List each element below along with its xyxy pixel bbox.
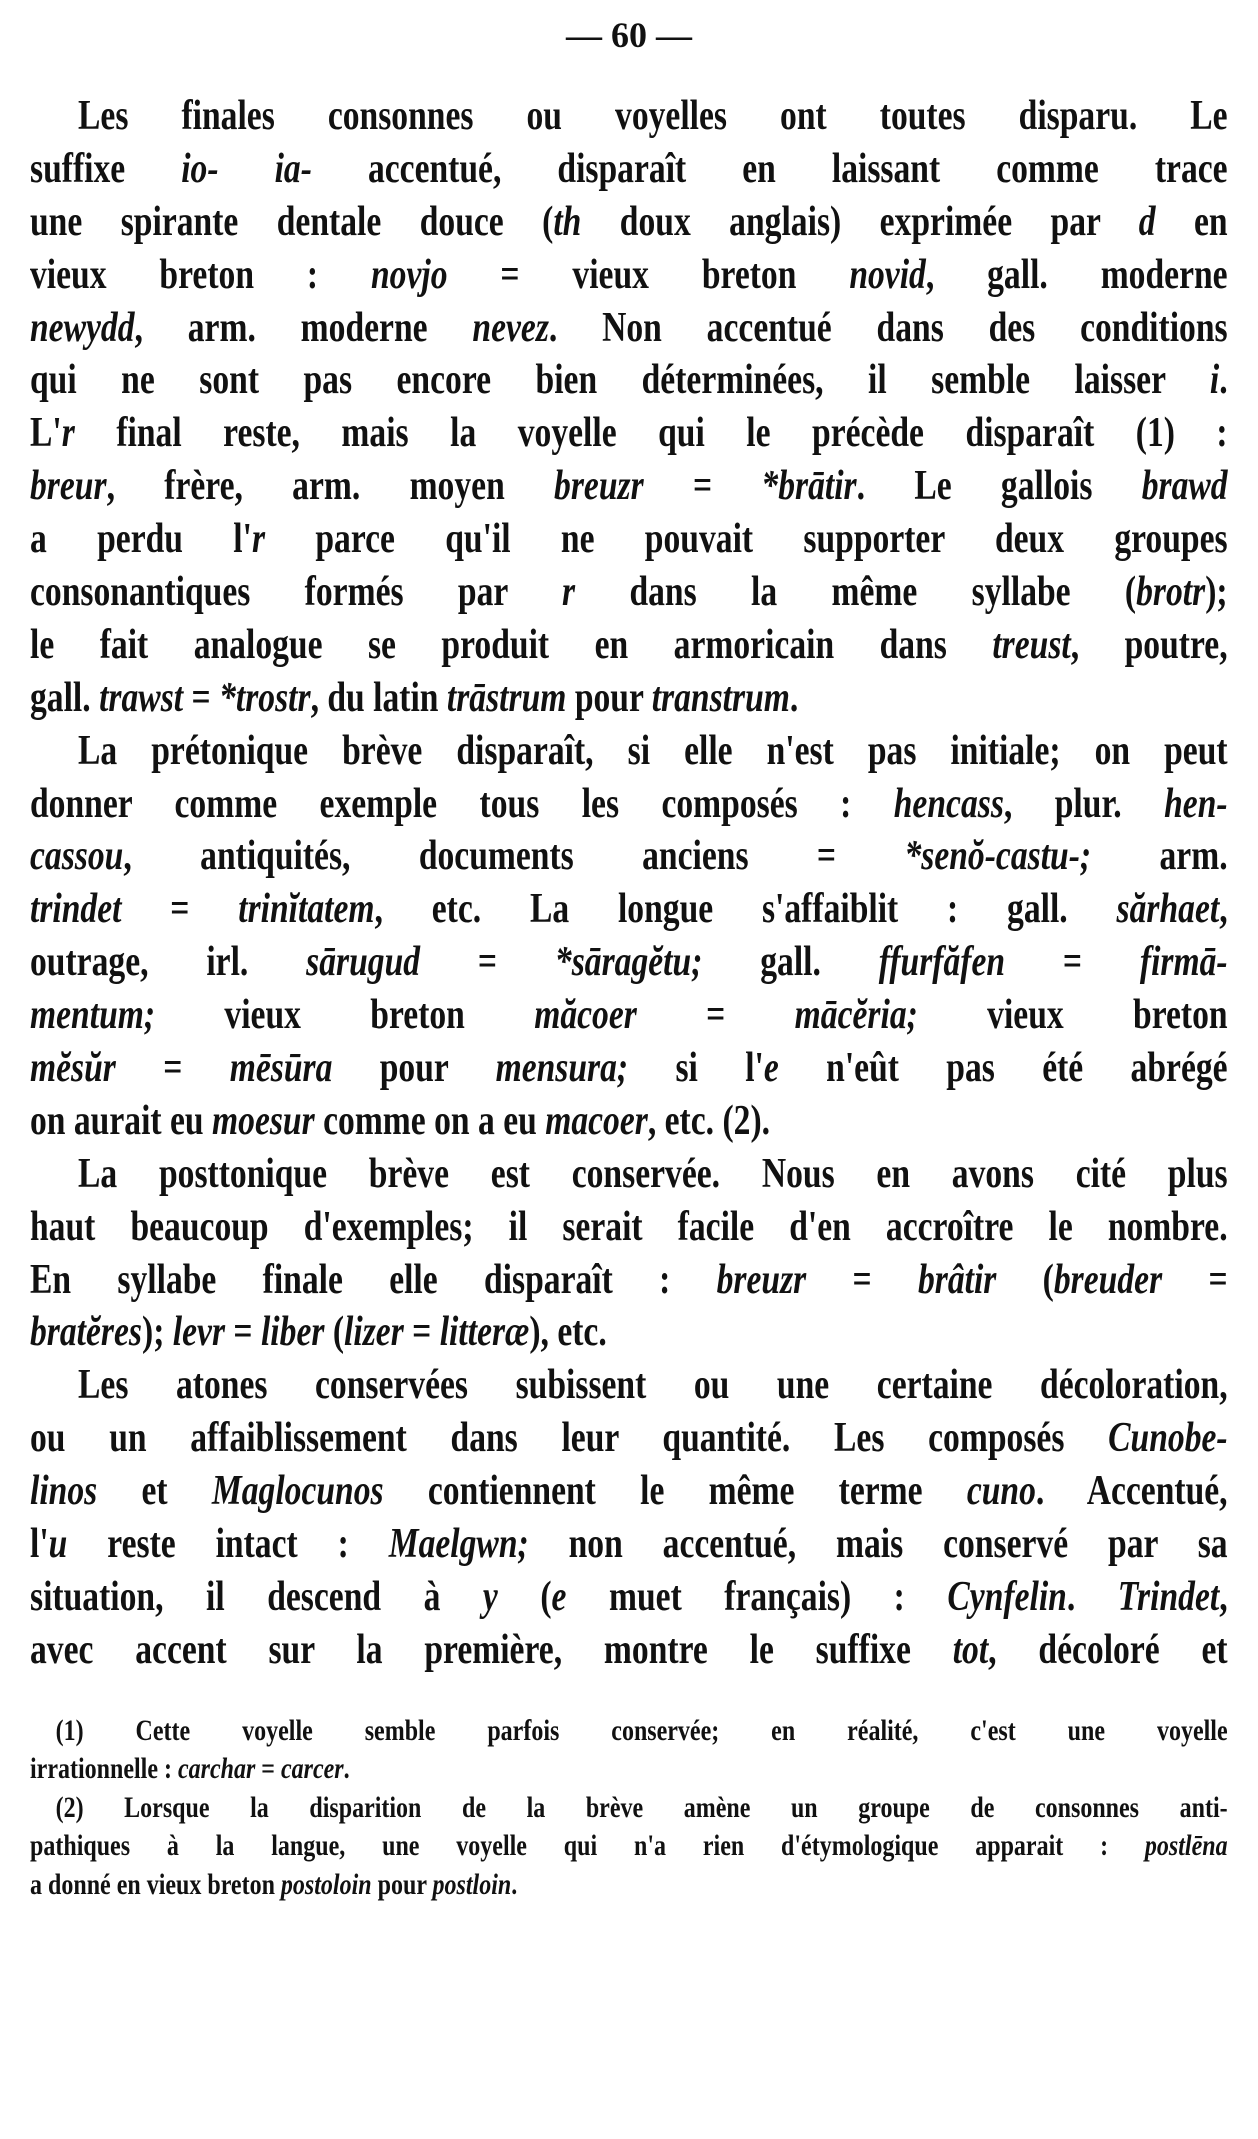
italic-term: e xyxy=(551,1573,567,1620)
text-run: = xyxy=(806,1256,918,1303)
text-run: pathiques à la langue, une voyelle qui n'a rien d'étymologique apparait : xyxy=(30,1829,1145,1863)
italic-term: *senŏ-castu-; xyxy=(904,833,1092,880)
text-run: a perdu l' xyxy=(30,516,252,563)
italic-term: breuzr xyxy=(554,463,644,510)
italic-term: brotr xyxy=(1136,569,1206,616)
footnote-line xyxy=(30,1866,1228,1904)
text-run: La posttonique brève est conservée. Nous en avons cité plus xyxy=(78,1150,1228,1197)
italic-term: mensura; xyxy=(495,1045,629,1092)
text-run: La prétonique brève disparaît, si elle n'est pas initiale; on peut xyxy=(78,727,1228,774)
footnote-line xyxy=(30,1789,1228,1827)
text-run: = xyxy=(183,674,220,721)
italic-term: th xyxy=(553,198,582,245)
italic-term: moesur xyxy=(212,1097,315,1144)
text-run: une spirante dentale douce ( xyxy=(30,198,554,245)
text-run: pour xyxy=(371,1867,433,1901)
italic-term: mācĕria; xyxy=(794,992,918,1039)
text-run: = xyxy=(636,992,795,1039)
text-line xyxy=(30,989,1228,1042)
text-line xyxy=(30,1518,1228,1571)
italic-term: r xyxy=(251,516,266,563)
text-run: , arm. moderne xyxy=(134,304,473,351)
text-line xyxy=(30,883,1228,936)
footnotes xyxy=(30,1712,1228,1904)
text-run: consonantiques formés par xyxy=(30,569,563,616)
italic-term: postoloin xyxy=(280,1867,372,1901)
italic-term: sārugud xyxy=(306,939,421,986)
italic-term: novid xyxy=(849,251,926,298)
text-line xyxy=(30,1624,1228,1677)
text-run: le fait analogue se produit en armoricain dans xyxy=(30,621,993,668)
text-run: contiennent le même terme xyxy=(383,1468,967,1515)
italic-term: breuzr xyxy=(716,1256,807,1303)
italic-term: bratĕres xyxy=(30,1309,142,1356)
text-line xyxy=(30,1306,1228,1359)
text-run: (1) Cette voyelle semble parfois conservée; en réalité, c'est une voyelle xyxy=(55,1714,1228,1747)
italic-term: d xyxy=(1138,198,1156,245)
text-run: avec accent sur la première, montre le suffixe xyxy=(30,1626,953,1673)
text-run: , du latin xyxy=(310,674,447,721)
italic-term: brawd xyxy=(1141,463,1228,510)
text-run: ( xyxy=(324,1309,345,1356)
italic-term: ffurfăfen xyxy=(878,939,1006,986)
italic-term: *brātir xyxy=(761,463,857,510)
text-run: = xyxy=(225,1309,261,1356)
text-run: , frère, arm. moyen xyxy=(106,463,555,510)
italic-term: r xyxy=(61,410,75,457)
text-run: on aurait eu xyxy=(30,1097,213,1144)
text-run: , etc. La longue s'affaiblit : gall. xyxy=(374,886,1117,933)
text-run: pour xyxy=(566,674,652,721)
italic-term: măcoer xyxy=(534,992,637,1039)
text-run: , xyxy=(1219,886,1228,933)
text-run: en xyxy=(1155,198,1228,245)
text-line xyxy=(30,513,1228,566)
text-run: ); xyxy=(142,1309,173,1356)
italic-term: Maglocunos xyxy=(211,1468,384,1515)
italic-term: breuder xyxy=(1053,1256,1163,1303)
text-run: haut beaucoup d'exemples; il serait facile d'en accroître le nombre. xyxy=(30,1203,1228,1250)
text-run: doux anglais) exprimée par xyxy=(581,198,1139,245)
italic-term: carcer xyxy=(280,1752,344,1786)
text-run: . Le gallois xyxy=(856,463,1142,510)
text-run: outrage, irl. xyxy=(30,939,307,986)
text-line xyxy=(30,1359,1228,1412)
text-run: . xyxy=(1219,357,1228,404)
italic-term: trinĭtatem xyxy=(238,886,375,933)
italic-term: transtrum xyxy=(651,674,790,721)
text-run: si l' xyxy=(628,1045,764,1092)
text-run: ); xyxy=(1205,569,1228,616)
text-line xyxy=(30,778,1228,831)
text-run: suffixe xyxy=(30,145,182,192)
text-run: ), etc. xyxy=(529,1309,607,1356)
text-run: arm. xyxy=(1091,833,1228,880)
italic-term: carchar xyxy=(177,1752,256,1786)
text-run: (2) Lorsque la disparition de la brève amène un groupe de consonnes anti- xyxy=(55,1790,1228,1824)
text-line xyxy=(30,143,1228,196)
footnote-line xyxy=(30,1827,1228,1865)
text-run: vieux breton xyxy=(155,992,535,1039)
text-run: , etc. (2). xyxy=(647,1097,771,1144)
italic-term: trāstrum xyxy=(446,674,567,721)
text-line xyxy=(30,1095,1228,1148)
text-run: = xyxy=(403,1309,440,1356)
italic-term: Trindet xyxy=(1117,1573,1220,1620)
text-line xyxy=(30,196,1228,249)
text-run: l' xyxy=(30,1521,49,1568)
text-run: . Accentué, xyxy=(1035,1468,1228,1515)
italic-term: liber xyxy=(260,1309,325,1356)
text-run: et xyxy=(97,1468,212,1515)
italic-term: treust xyxy=(992,621,1071,668)
text-run: reste intact : xyxy=(67,1521,389,1568)
text-line xyxy=(30,1148,1228,1201)
italic-term: e xyxy=(763,1045,779,1092)
italic-term: io- ia- xyxy=(181,145,312,192)
text-run: = xyxy=(1005,939,1140,986)
text-run: . xyxy=(511,1867,518,1901)
text-line xyxy=(30,619,1228,672)
italic-term: hencass xyxy=(893,780,1004,827)
text-line xyxy=(30,830,1228,883)
text-run: pour xyxy=(332,1045,496,1092)
text-run: = vieux breton xyxy=(447,251,850,298)
text-line xyxy=(30,90,1228,143)
text-line xyxy=(30,1254,1228,1307)
italic-term: novjo xyxy=(370,251,448,298)
body-text xyxy=(30,90,1228,1677)
italic-term: tot xyxy=(952,1626,989,1673)
text-line xyxy=(30,249,1228,302)
italic-term: sărhaet xyxy=(1116,886,1220,933)
text-run: ( xyxy=(996,1256,1054,1303)
italic-term: mĕsŭr xyxy=(30,1045,116,1092)
text-run: Les finales consonnes ou voyelles ont toutes disparu. Le xyxy=(78,93,1228,139)
italic-term: brâtir xyxy=(917,1256,997,1303)
text-run: En syllabe finale elle disparaît : xyxy=(30,1256,717,1303)
text-line xyxy=(30,460,1228,513)
text-run: vieux breton : xyxy=(30,251,371,298)
text-line xyxy=(30,1465,1228,1518)
text-line xyxy=(30,672,1228,725)
page-number: — 60 — xyxy=(566,15,692,55)
text-run: accentué, disparaît en laissant comme trace xyxy=(311,145,1228,192)
italic-term: Cynfelin xyxy=(947,1573,1067,1620)
text-run: . Non accentué dans des conditions xyxy=(548,304,1228,351)
text-run: dans la même syllabe ( xyxy=(575,569,1137,616)
italic-term: r xyxy=(562,569,576,616)
text-run: situation, il descend à xyxy=(30,1573,483,1620)
italic-term: postlēna xyxy=(1144,1829,1228,1863)
text-run: qui ne sont pas encore bien déterminées, il semble laisser xyxy=(30,357,1210,404)
text-line xyxy=(30,1042,1228,1095)
italic-term: Maelgwn; xyxy=(388,1521,529,1568)
text-line xyxy=(30,302,1228,355)
text-run: a donné en vieux breton xyxy=(30,1867,281,1901)
text-run: = xyxy=(1162,1256,1228,1303)
italic-term: trindet xyxy=(30,886,122,933)
text-run: Les atones conservées subissent ou une certaine décoloration, xyxy=(78,1362,1228,1409)
text-run: n'eût pas été abrégé xyxy=(778,1045,1228,1092)
text-run: muet français) : xyxy=(566,1573,948,1620)
text-run: = xyxy=(420,939,555,986)
italic-term: mentum; xyxy=(30,992,156,1039)
text-run: . xyxy=(1066,1573,1118,1620)
italic-term: trawst xyxy=(99,674,184,721)
text-run: . xyxy=(343,1752,350,1786)
footnote-line xyxy=(30,1712,1228,1750)
text-run: final reste, mais la voyelle qui le précède disparaît (1) : xyxy=(74,410,1228,457)
text-run: comme on a eu xyxy=(314,1097,546,1144)
italic-term: breur xyxy=(30,463,107,510)
italic-term: lizer xyxy=(344,1309,404,1356)
italic-term: linos xyxy=(30,1468,98,1515)
italic-term: hen- xyxy=(1164,780,1228,827)
italic-term: macoer xyxy=(545,1097,648,1144)
footnote-line xyxy=(30,1750,1228,1788)
text-run: = xyxy=(643,463,762,510)
italic-term: cassou xyxy=(30,833,124,880)
italic-term: litteræ xyxy=(439,1309,530,1356)
italic-term: y xyxy=(482,1573,498,1620)
text-run: gall. xyxy=(702,939,879,986)
text-run: = xyxy=(255,1752,281,1786)
text-run: irrationnelle : xyxy=(30,1752,178,1786)
italic-term: firmā- xyxy=(1139,939,1228,986)
text-run: gall. xyxy=(30,674,100,721)
text-run: non accentué, mais conservé par sa xyxy=(528,1521,1228,1568)
text-run: donner comme exemple tous les composés : xyxy=(30,780,894,827)
text-run: = xyxy=(115,1045,230,1092)
text-run: ( xyxy=(497,1573,552,1620)
text-run: , décoloré et xyxy=(988,1626,1228,1673)
text-run: , plur. xyxy=(1003,780,1165,827)
italic-term: Cunobe- xyxy=(1108,1415,1228,1462)
text-line xyxy=(30,407,1228,460)
text-line xyxy=(30,725,1228,778)
italic-term: levr xyxy=(172,1309,226,1356)
text-run: . xyxy=(789,674,799,721)
italic-term: mēsūra xyxy=(229,1045,333,1092)
italic-term: nevez xyxy=(472,304,549,351)
text-run: parce qu'il ne pouvait supporter deux groupes xyxy=(265,516,1228,563)
text-run: , antiquités, documents anciens = xyxy=(123,833,905,880)
italic-term: newydd xyxy=(30,304,135,351)
text-run: = xyxy=(121,886,239,933)
italic-term: postloin xyxy=(432,1867,512,1901)
text-line xyxy=(30,1412,1228,1465)
text-line xyxy=(30,354,1228,407)
italic-term: i xyxy=(1209,357,1220,404)
text-run: , xyxy=(1219,1573,1228,1620)
text-run: , poutre, xyxy=(1070,621,1228,668)
italic-term: *sāragĕtu; xyxy=(554,939,703,986)
text-run: L' xyxy=(30,410,62,457)
text-line xyxy=(30,1201,1228,1254)
text-line xyxy=(30,1571,1228,1624)
text-line xyxy=(30,566,1228,619)
text-run: vieux breton xyxy=(917,992,1228,1039)
text-line xyxy=(30,936,1228,989)
italic-term: *trostr xyxy=(219,674,311,721)
text-run: , gall. moderne xyxy=(925,251,1228,298)
text-run: ou un affaiblissement dans leur quantité. Les composés xyxy=(30,1415,1109,1462)
italic-term: u xyxy=(48,1521,68,1568)
italic-term: cuno xyxy=(966,1468,1036,1515)
